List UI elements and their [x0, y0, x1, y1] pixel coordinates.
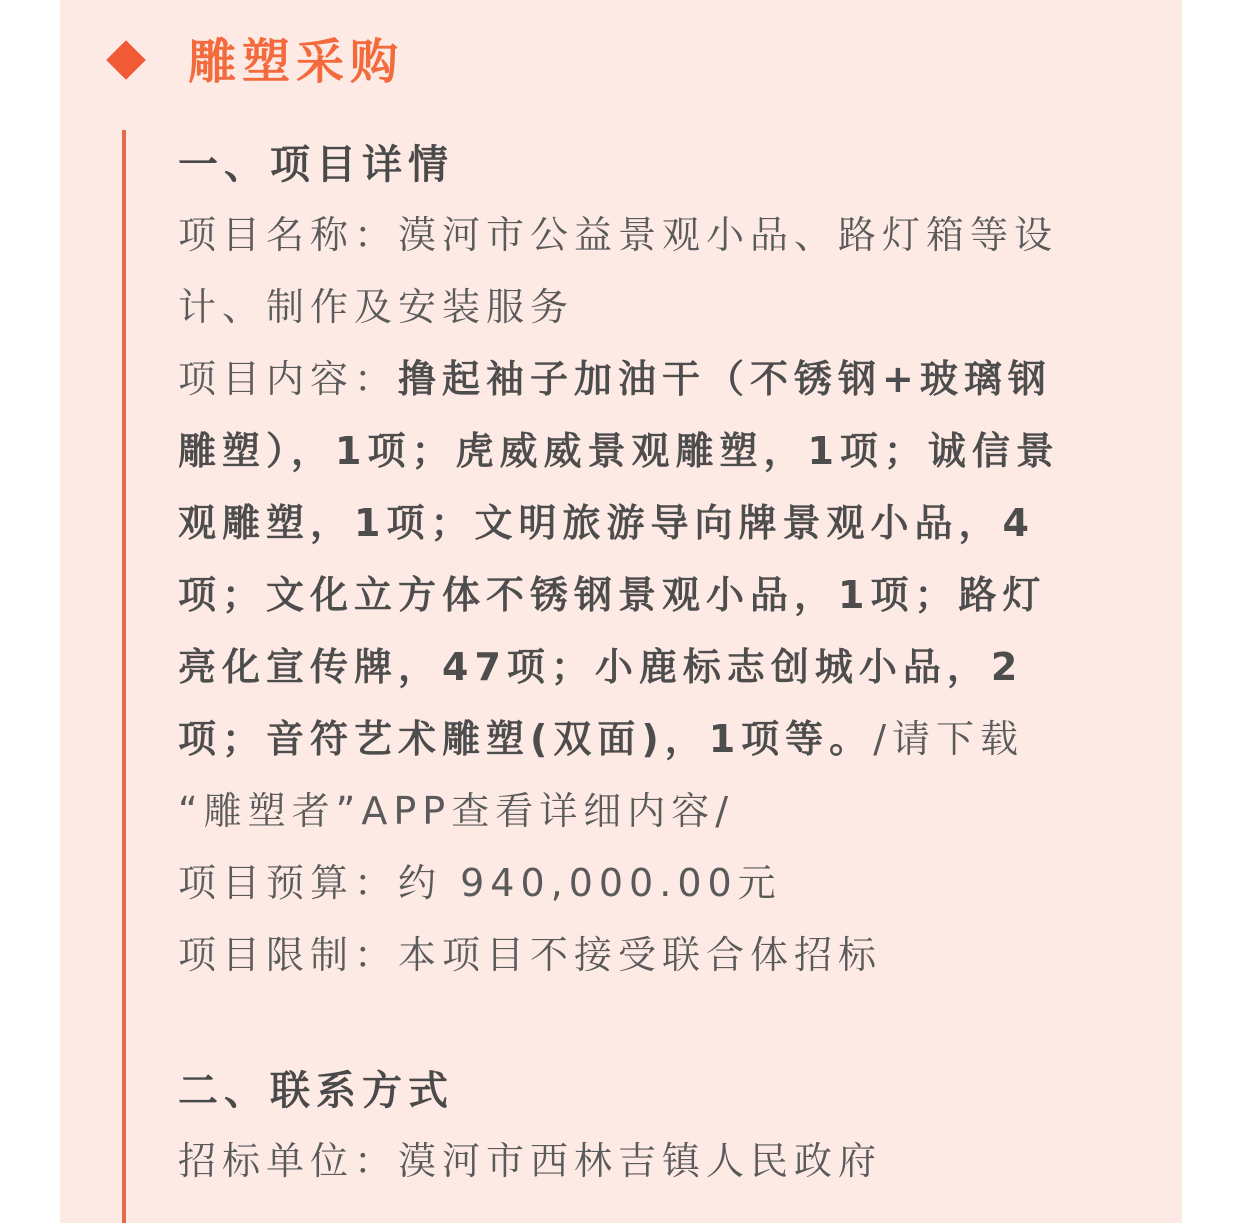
content-area [178, 131, 1138, 1197]
timeline-line [122, 130, 126, 1223]
project-name-line-1 [178, 199, 1138, 271]
project-content-line-1 [178, 343, 1138, 415]
project-limit-line [178, 919, 1138, 991]
project-content-value-1: 撸起袖子加油干（不锈钢+玻璃钢 [398, 357, 1052, 401]
project-content-line-2: 雕塑），1项；虎威威景观雕塑，1项；诚信景 [178, 429, 1060, 473]
section-spacer [178, 991, 1138, 1057]
contact-heading: 二、联系方式 [178, 1068, 454, 1114]
project-content-value-6: 项；音符艺术雕塑(双面)，1项等。 [178, 717, 874, 761]
project-name-line-2 [178, 271, 1138, 343]
download-hint-1: /请下载 [873, 717, 1024, 761]
project-content-line-3: 观雕塑，1项；文明旅游导向牌景观小品，4 [178, 501, 1035, 545]
bidding-unit-line [178, 1125, 1138, 1197]
section-title: 雕塑采购 [188, 34, 405, 90]
project-budget-value: 约 940,000.00元 [398, 861, 782, 905]
bidding-unit-label: 招标单位： [178, 1139, 399, 1183]
project-content-line-6 [178, 703, 1138, 775]
project-content-line-5: 亮化宣传牌，47项；小鹿标志创城小品，2 [178, 645, 1024, 689]
project-limit-label: 项目限制： [178, 933, 399, 977]
project-name-value-1: 漠河市公益景观小品、路灯箱等设 [398, 213, 1059, 257]
project-content-line-4: 项；文化立方体不锈钢景观小品，1项；路灯 [178, 573, 1047, 617]
project-budget-label: 项目预算： [178, 861, 399, 905]
details-heading: 一、项目详情 [178, 142, 454, 188]
download-hint-2: “雕塑者”APP查看详细内容/ [178, 789, 735, 833]
project-name-label: 项目名称： [178, 213, 399, 257]
bidding-unit-value: 漠河市西林吉镇人民政府 [398, 1139, 883, 1183]
project-limit-value: 本项目不接受联合体招标 [398, 933, 883, 977]
project-content-label: 项目内容： [178, 357, 399, 401]
project-budget-line [178, 847, 1138, 919]
project-name-value-2: 计、制作及安装服务 [178, 285, 575, 329]
